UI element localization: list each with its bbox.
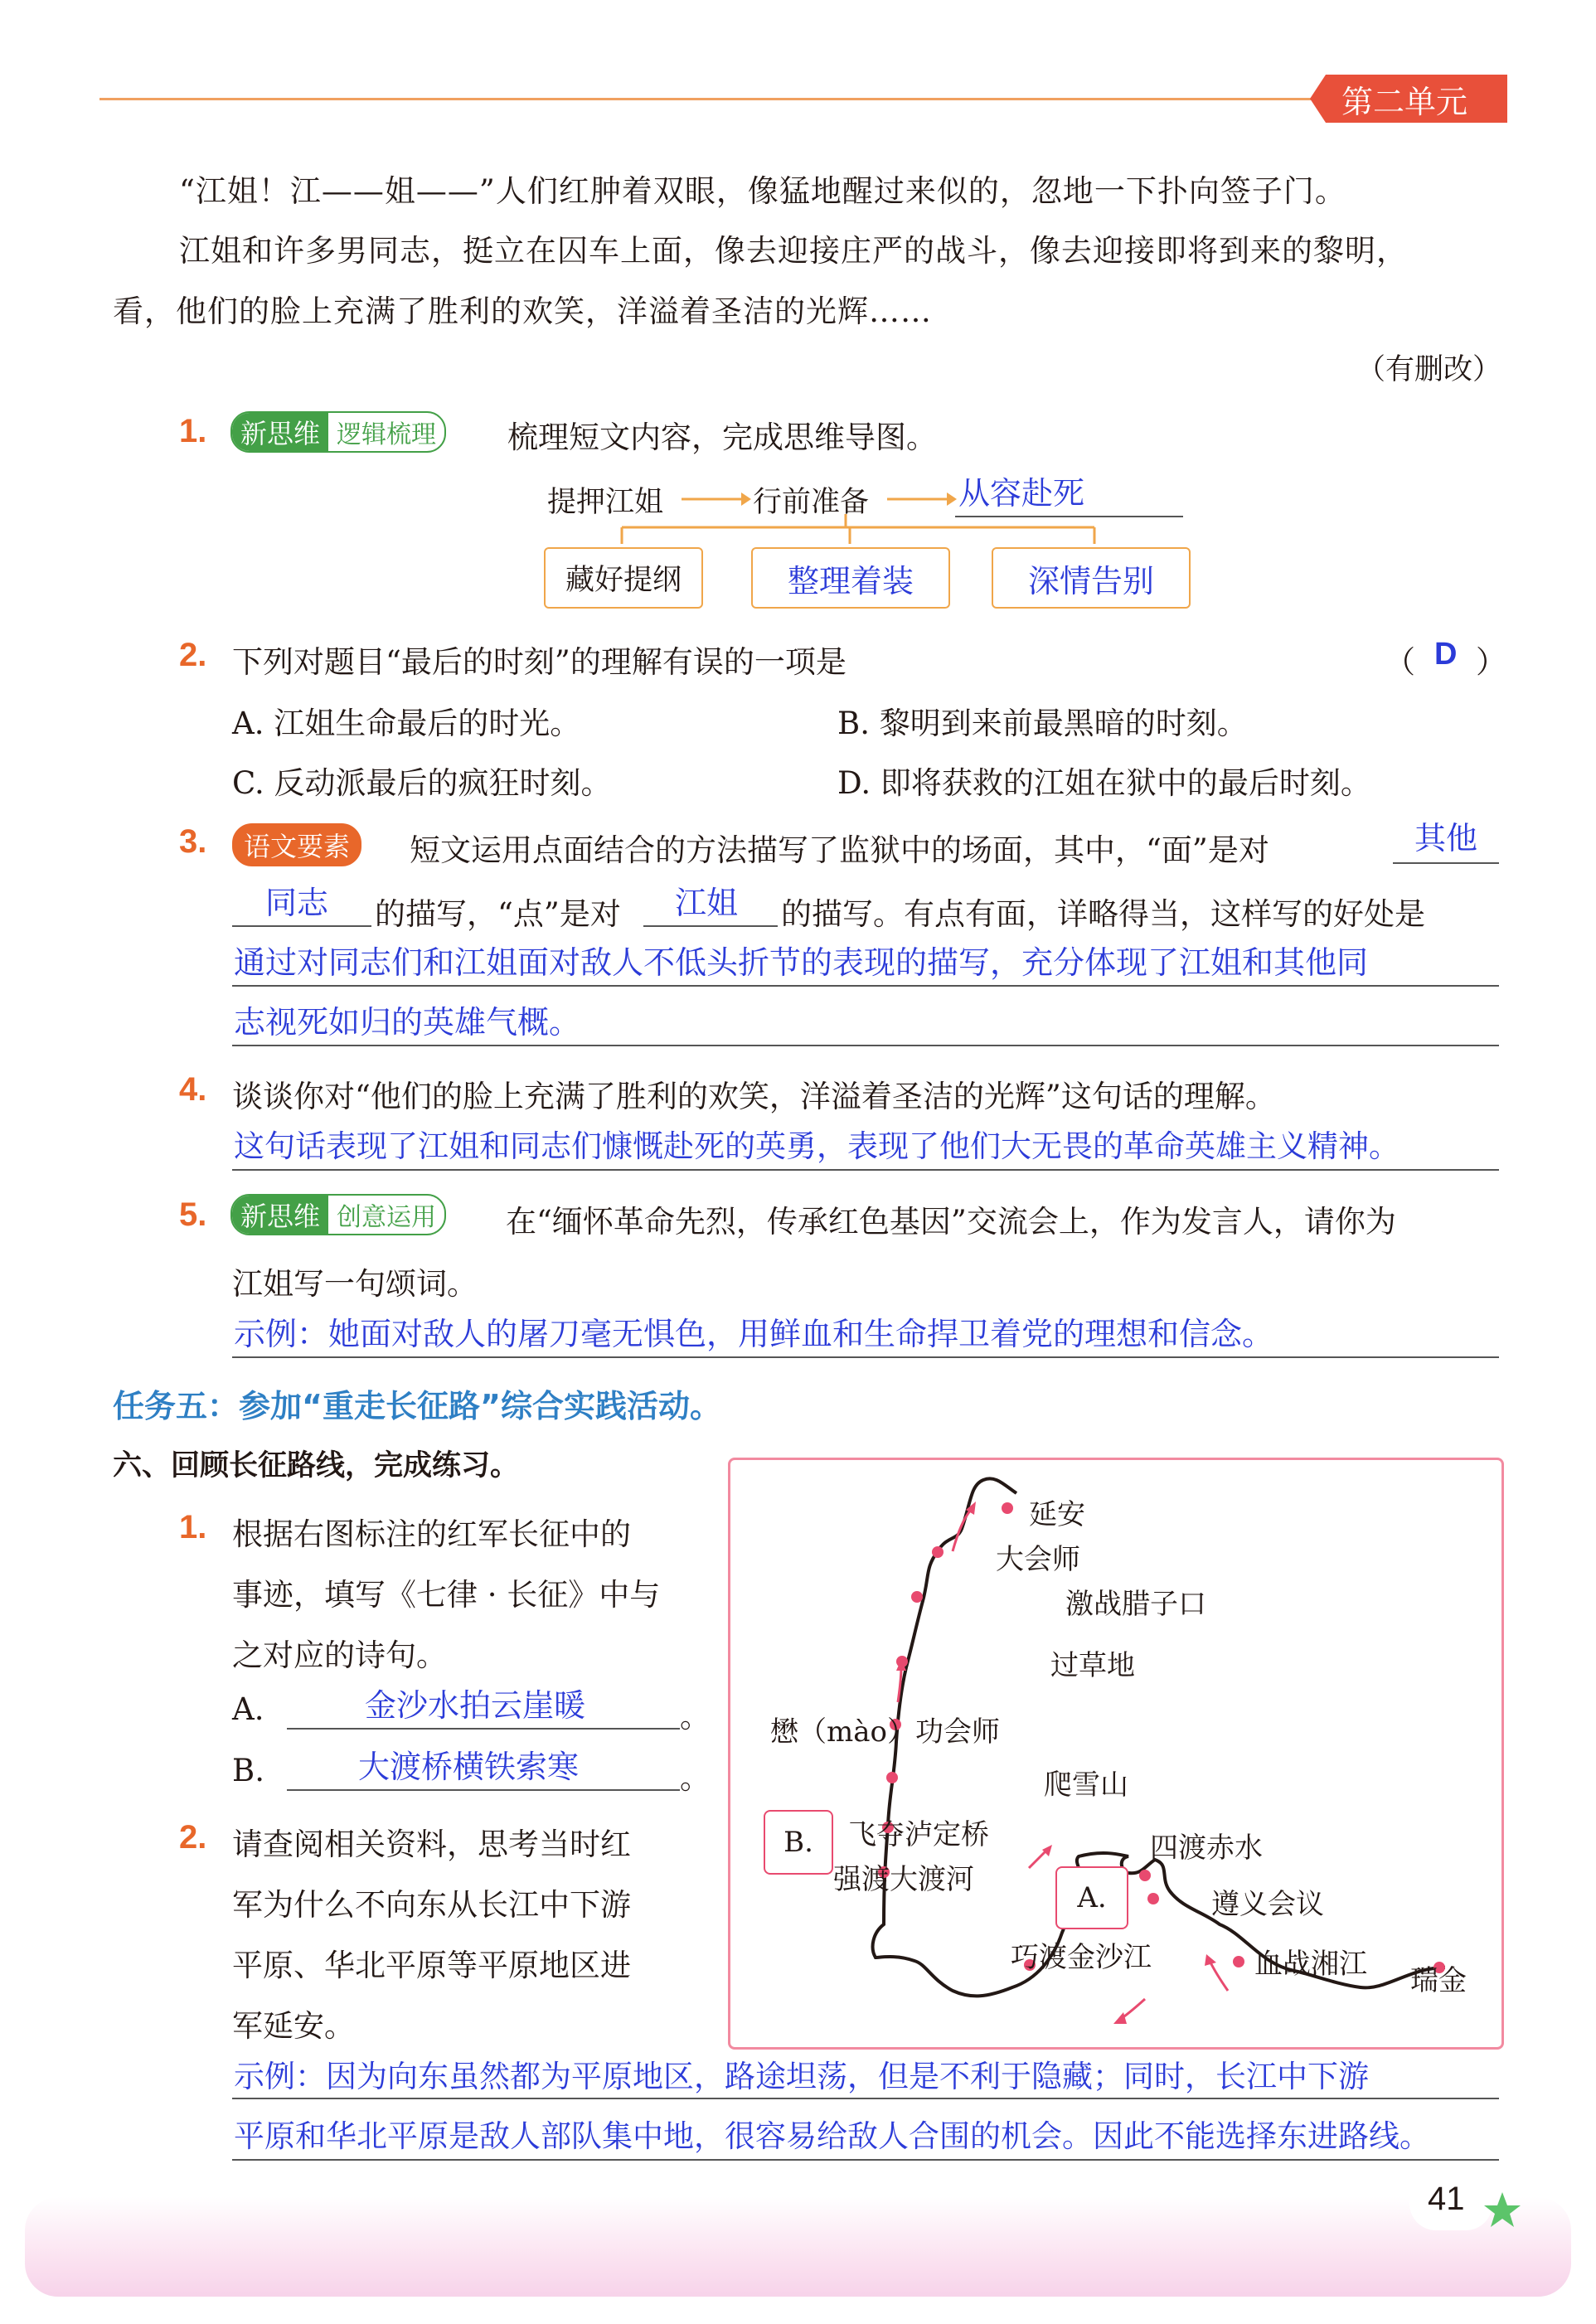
q2-text: 下列对题目“最后的时刻”的理解有误的一项是 [232,644,847,680]
point-sidu [1139,1870,1151,1881]
label-dahuishi: 大会师 [996,1543,1080,1576]
q3-text-2: 的描写，“点”是对 [375,896,621,932]
point-zunyi [1147,1893,1159,1904]
q5-text-2: 江姐写一句颂词。 [232,1266,478,1302]
q3-answer-2-line [232,925,371,927]
s6-q2-line-1: 请查阅相关资料，思考当时红 [232,1827,631,1862]
q5-tag [230,1194,446,1235]
q5-answer-line [232,1356,1499,1358]
q4-answer-line [232,1169,1499,1171]
point-yanan [1002,1502,1013,1514]
q1-number: 1. [179,413,207,449]
callout-a-label: A. [1077,1881,1107,1914]
mindmap-bracket [614,512,1111,546]
s6-answer-line-2: 平原和华北平原是敌人部队集中地，很容易给敌人合围的机会。因此不能选择东进路线。 [234,2118,1430,2154]
s6-q1-line-1: 根据右图标注的红军长征中的 [232,1516,631,1552]
section6-title: 六、回顾长征路线，完成练习。 [113,1449,520,1482]
s6-a-answer: 金沙水拍云崖暖 [365,1687,586,1724]
q2-paren-right: ） [1476,644,1506,680]
q1-tag-main: 新思维 [232,413,328,451]
q3-answer-4a: 通过对同志们和江姐面对敌人不低头折节的表现的描写，充分体现了江姐和其他同 [234,944,1369,981]
q3-answer-3-line [643,925,778,927]
point-xueshan [886,1772,898,1783]
q2-option-b: B. 黎明到来前最黑暗的时刻。 [837,706,1248,741]
label-daduhe: 强渡大渡河 [833,1863,974,1896]
s6-b-label: B. [232,1753,264,1788]
q5-answer: 示例：她面对敌人的屠刀毫无惧色，用鲜血和生命捍卫着党的理想和信念。 [234,1316,1274,1352]
label-ruijin: 瑞金 [1410,1964,1467,1997]
q4-text: 谈谈你对“他们的脸上充满了胜利的欢笑，洋溢着圣洁的光辉”这句话的理解。 [232,1079,1276,1114]
passage-line-1: “江姐！江——姐——”人们红肿着双眼，像猛地醒过来似的，忽地一下扑向签子门。 [179,173,1346,209]
q5-text-1: 在“缅怀革命先烈，传承红色基因”交流会上，作为发言人，请你为 [506,1204,1396,1240]
s6-q2-number: 2. [179,1819,207,1856]
q2-paren-left: （ [1385,644,1415,680]
callout-a [1055,1866,1128,1929]
label-sidu: 四渡赤水 [1150,1832,1263,1865]
mindmap-box-1-label: 藏好提纲 [565,564,682,597]
q3-tag-label: 语文要素 [244,831,351,862]
q3-answer-4b: 志视死如归的英雄气概。 [234,1004,581,1041]
s6-q1-line-2: 事迹，填写《七律 · 长征》中与 [232,1577,661,1613]
point-lazikou [911,1591,923,1603]
unit-label: 第二单元 [1341,84,1468,120]
star-icon [1482,2191,1522,2230]
s6-b-answer: 大渡桥横铁索寒 [358,1749,580,1785]
q4-answer: 这句话表现了江姐和同志们慷慨赴死的英勇，表现了他们大无畏的革命英雄主义精神。 [234,1128,1400,1164]
q2-number: 2. [179,637,207,673]
point-dahuishi [932,1546,944,1558]
label-xiangjiang: 血战湘江 [1254,1948,1367,1981]
s6-a-label: A. [232,1691,264,1727]
mindmap-box-3-answer: 深情告别 [1027,562,1154,599]
q5-number: 5. [179,1196,207,1233]
q2-option-a: A. 江姐生命最后的时光。 [232,706,581,741]
long-march-map [728,1458,1504,2050]
label-zunyi: 遵义会议 [1211,1888,1324,1921]
s6-q1-number: 1. [179,1509,207,1545]
mindmap-arrow-1 [680,489,751,509]
passage-note: （有删改） [1356,353,1502,386]
q4-number: 4. [179,1071,207,1108]
mindmap-arrow-2 [885,489,957,509]
q3-text-1: 短文运用点面结合的方法描写了监狱中的场面，其中，“面”是对 [410,832,1269,868]
q3-number: 3. [179,823,207,860]
q5-tag-sub: 创意运用 [337,1203,437,1232]
q3-answer-2: 同志 [265,885,329,921]
mindmap-box-2 [751,547,950,609]
mindmap-node-2: 行前准备 [753,486,870,519]
label-maogong: 懋（mào）功会师 [770,1715,1000,1749]
header-rule [99,98,1318,100]
label-jinsha: 巧渡金沙江 [1011,1941,1152,1974]
q1-tag-sub: 逻辑梳理 [337,420,437,449]
s6-q2-line-3: 平原、华北平原等平原地区进 [232,1948,631,1983]
mindmap-answer-node-3: 从容赴死 [958,475,1085,512]
q1-tag [230,411,446,453]
s6-answer-rule-2 [232,2159,1499,2161]
q5-tag-main: 新思维 [232,1196,328,1234]
s6-a-period: 。 [680,1699,711,1735]
label-lazikou: 激战腊子口 [1065,1588,1206,1621]
page-number: 41 [1428,2181,1465,2217]
mindmap-box-3 [992,547,1191,609]
mindmap-box-2-answer: 整理着装 [787,562,914,599]
q3-text-3: 的描写。有点有面，详略得当，这样写的好处是 [781,896,1425,932]
task5-heading: 任务五：参加“重走长征路”综合实践活动。 [113,1388,721,1424]
label-luding: 飞夺泸定桥 [848,1818,989,1851]
callout-b-label: B. [783,1826,813,1859]
q2-option-d: D. 即将获救的江姐在狱中的最后时刻。 [837,765,1371,801]
mindmap-box-1 [544,547,703,609]
q3-answer-1: 其他 [1414,820,1478,856]
q2-answer: D [1434,637,1458,672]
q3-answer-4b-line [232,1045,1499,1046]
callout-b [764,1810,833,1875]
q3-answer-3: 江姐 [675,885,739,921]
label-xueshan: 爬雪山 [1044,1768,1128,1802]
footer-band [25,2197,1571,2297]
s6-b-period: 。 [680,1760,711,1796]
s6-q2-line-4: 军延安。 [232,2008,355,2044]
q1-text: 梳理短文内容，完成思维导图。 [507,420,937,455]
q2-option-c: C. 反动派最后的疯狂时刻。 [232,765,612,801]
q3-answer-1-line [1393,862,1499,864]
s6-a-answer-line [287,1728,680,1730]
point-xiangjiang [1233,1956,1244,1967]
label-caodi: 过草地 [1050,1649,1135,1682]
s6-q1-line-3: 之对应的诗句。 [232,1637,447,1673]
q3-answer-4a-line [232,985,1499,987]
s6-q2-line-2: 军为什么不向东从长江中下游 [232,1887,631,1923]
s6-answer-line-1: 示例：因为向东虽然都为平原地区，路途坦荡，但是不利于隐藏；同时，长江中下游 [234,2059,1369,2094]
s6-b-answer-line [287,1789,680,1791]
point-caodi [896,1656,908,1667]
mindmap-node-1: 提押江姐 [547,486,664,519]
passage-line-3: 看，他们的脸上充满了胜利的欢笑，洋溢着圣洁的光辉…… [113,294,932,329]
label-yanan: 延安 [1029,1498,1085,1531]
s6-answer-rule-1 [232,2098,1499,2099]
passage-line-2: 江姐和许多男同志，挺立在囚车上面，像去迎接庄严的战斗，像去迎接即将到来的黎明， [179,233,1408,269]
q3-tag [232,823,361,866]
